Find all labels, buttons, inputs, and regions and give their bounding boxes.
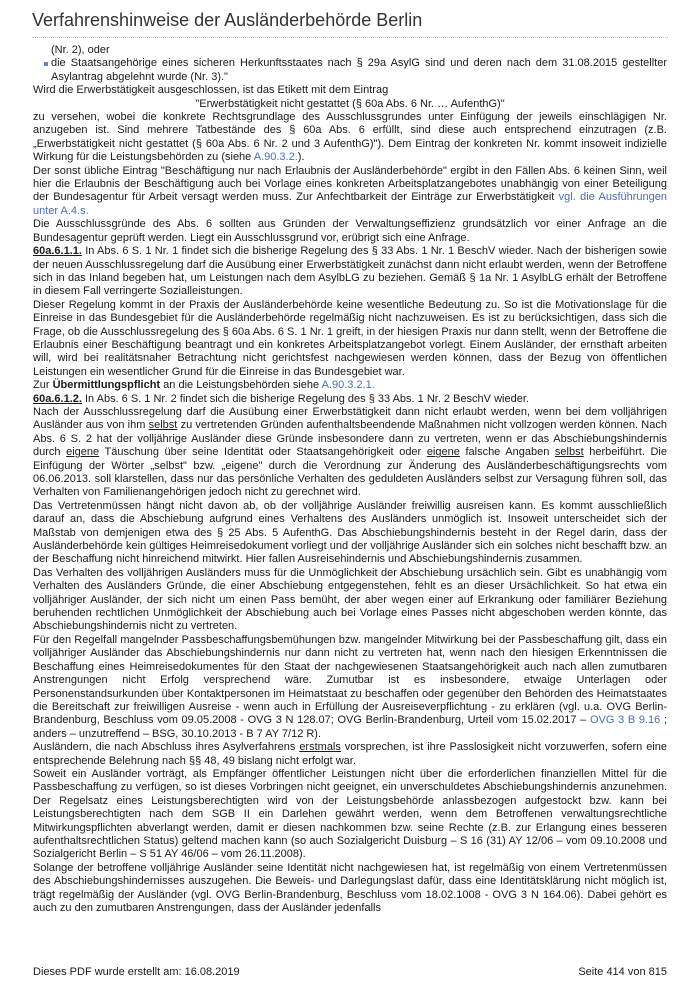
paragraph: [33, 393, 667, 406]
reference-link[interactable]: A.90.3.2.: [253, 151, 298, 164]
reference-link[interactable]: vgl. die Ausführungen unter A.4.s.: [33, 191, 667, 217]
paragraph: [33, 406, 667, 500]
paragraph-text: Ausländern, die nach Abschluss ihres Asylverfahrens: [33, 741, 300, 754]
paragraph-text: vorsprechen, ist ihre Passlosigkeit nicht vorzuwerfen, sofern eine entsprechende Belehrung nach §§ 48, 49 bislang nicht erfolgt war.: [33, 741, 667, 767]
paragraph: Soweit ein Ausländer vorträgt, als Empfänger öffentlicher Leistungen nicht über die erforderlichen finanziellen Mittel für die Passbeschaffung zu verfügen, so ist dieses Vorbringen nicht geeignet, ein unverschuldetes Abschiebungshindernis anzunehmen. Der Regelsatz eines Leistungsberechtigten wird von der Leistungsbehörde anlassbezogen aufgestockt bzw. kann bei Leistungsberechtigten nach dem SGB II ein Darlehen gewährt werden, wenn dem Betroffenen verwaltungsrechtliche Mitwirkungspflichten abverlangt werden, damit er diesen nachkommen bzw. seine Rechte (z.B. zur Erlangung eines besseren aufenthaltsrechtlichen Status) geltend machen kann (so auch Sozialgericht Duisburg – S 16 (31) AY 12/06 – vom 09.10.2008 und Sozialgericht Berlin – S 51 AY 46/06 – vom 26.11.2008).: [33, 767, 667, 861]
document-body: [33, 44, 667, 915]
paragraph-text: zu vertretenden Gründen aufenthaltsbeendende Maßnahmen nicht vollzogen werden können. Nach Abs. 6 S. 2 hat der volljährige Ausländer diese Gründe insbesondere dann zu vertreten, wenn er das Abschiebungshindernis durch: [33, 419, 667, 459]
paragraph: Solange der betroffene volljährige Ausländer seine Identität nicht nachgewiesen hat, ist regelmäßig von einem Vertretenmüssen des Abschiebungshindernisses auszugehen. Die Beweis- und Darlegungslast dafür, dass eine Identitätsklärung nicht möglich ist, trägt regelmäßig der Ausländer (vgl. OVG Berlin-Brandenburg, Beschluss vom 18.02.1008 - OVG 3 N 164.06). Dabei gehört es auch zu den zumutbaren Anstrengungen, dass der Ausländer jedenfalls: [33, 861, 667, 914]
paragraph: [33, 245, 667, 299]
paragraph-text: Der sonst übliche Eintrag "Beschäftigung nur nach Erlaubnis der Ausländerbehörde" ergibt in den Fällen Abs. 6 keinen Sinn, weil hier die Erlaubnis der Beschäftigung auch bei Vorlage eines konkreten Arbeitsplatzangebotes unabhängig von einer Beteiligung der Bundesagentur für Arbeit versagt werden muss. Zur Anfechtbarkeit der Einträge zur Erwerbstätigkeit: [33, 164, 667, 204]
paragraph-text: In Abs. 6 S. 1 Nr. 2 findet sich die bisherige Regelung des § 33 Abs. 1 Nr. 2 BeschV wieder.: [81, 392, 529, 405]
paragraph-text: zu versehen, wobei die konkrete Rechtsgrundlage des Ausschlussgrundes unter Einfügung der jeweils einschlägigen Nr. anzugeben ist. Sind mehrere Tatbestände des § 60a Abs. 6 erfüllt, sind diese auch entsprechend einzutragen (z.B. „Erwerbstätigkeit nicht gestattet (§ 60a Abs. 6 Nr. 2 und 3 AufenthG)"). Dem Eintrag der konkreten Nr. kommt insoweit indizielle Wirkung für die Leistungsbehörden zu (siehe: [33, 111, 667, 164]
page-number: Seite 414 von 815: [578, 966, 667, 978]
bold-term: Übermittlungspflicht: [52, 379, 161, 392]
paragraph: Wird die Erwerbstätigkeit ausgeschlossen, ist das Etikett mit dem Eintrag: [33, 84, 389, 97]
list-item: [33, 57, 667, 84]
paragraph-text: falsche Angaben: [459, 446, 555, 459]
page-header: [32, 10, 668, 38]
page-title: Verfahrenshinweise der Ausländerbehörde Berlin: [32, 10, 423, 30]
paragraph-text: ).: [297, 151, 305, 164]
paragraph-text: ; anders – unzutreffend – BSG, 30.10.2013 - B 7 AY 7/12 R).: [33, 714, 667, 740]
list-continuation: (Nr. 2), oder: [51, 44, 110, 56]
paragraph-text: an die Leistungsbehörden siehe: [160, 379, 322, 392]
paragraph: [33, 111, 667, 165]
paragraph-text: In Abs. 6 S. 1 Nr. 1 findet sich die bisherige Regelung des § 33 Abs. 1 Nr. 1 BeschV wieder. Nach der bisherigen sowie der neuen Ausschlussregelung darf die Ausübung einer Erwerbstätigkeit zunächst dann nicht erlaubt werden, wenn der Betroffene sich in das Inland begeben hat, um Leistungen nach dem AsylbLG zu beziehen. Gemäß § 1a Nr. 1 AsylbLG erhält der Betroffene in diesem Fall verringerte Sozialleistungen.: [33, 245, 667, 298]
reference-link[interactable]: OVG 3 B 9.16: [589, 714, 661, 727]
paragraph-text: herbeiführt. Die Einfügung der Wörter „selbst" bzw. „eigene" durch die Verordnung zur Änderung des Ausländerbeschäftigungsrechts vom 06.06.2013. soll klarstellen, dass nur das persönliche Verhalten des geduldeten Ausländers selbst zur Versagung führen soll, das Verhalten von Familienangehörigen jedoch nicht zu gerechnet wird.: [33, 446, 667, 499]
paragraph: [33, 165, 667, 219]
list-item-text: die Staatsangehörige eines sicheren Herkunftsstaates nach § 29a AsylG sind und deren nach dem 31.08.2015 gestellter Asylantrag abgelehnt wurde (Nr. 3).": [51, 57, 667, 83]
underlined-term: erstmals: [299, 741, 341, 754]
paragraph: Die Ausschlussgründe des Abs. 6 sollten aus Gründen der Verwaltungseffizienz grundsätzlich vor einer Anfrage an die Bundesagentur geprüft werden. Liegt ein Ausschlussgrund vor, erübrigt sich eine Anfrage.: [33, 218, 667, 244]
quoted-entry: "Erwerbstätigkeit nicht gestattet (§ 60a Abs. 6 Nr. … AufenthG)": [195, 97, 505, 110]
paragraph-text: Täuschung über seine Identität oder Staatsangehörigkeit oder: [99, 446, 427, 459]
created-date: Dieses PDF wurde erstellt am: 16.08.2019: [33, 966, 240, 978]
underlined-term: eigene: [426, 446, 460, 459]
underlined-term: eigene: [66, 446, 100, 459]
section-number: 60a.6.1.1.: [33, 245, 82, 258]
reference-link[interactable]: A.90.3.2.1.: [321, 379, 375, 392]
paragraph: [33, 741, 667, 768]
paragraph-text: Nach der Ausschlussregelung darf die Ausübung einer Erwerbstätigkeit dann nicht erlaubt werden, wenn bei dem volljährigen Ausländer aus von ihm: [33, 405, 667, 432]
paragraph: [33, 634, 667, 741]
paragraph: Dieser Regelung kommt in der Praxis der Ausländerbehörde keine wesentliche Bedeutung zu. So ist die Motivationslage für die Einreise in das Bundesgebiet für die Ausländerbehörde regelmäßig nicht nachzuweisen. Es ist zu berücksichtigen, dass sich die Frage, ob die Ausschlussregelung des § 60a Abs. 6 S. 1 Nr. 1 greift, in der hiesigen Praxis nur dann stellt, wenn der Betroffene die Erlaubnis einer Beschäftigung beantragt und ein konkretes Arbeitsplatzangebot vorlegt. Einem Ausländer, der ernsthaft arbeiten will, wird bei realitätsnaher Betrachtung nicht gerichtsfest nachgewiesen werden können, dass der Bezug von öffentlichen Leistungen ein wesentlicher Grund für die Einreise in das Bundesgebiet war.: [33, 298, 667, 378]
paragraph: Das Vertretenmüssen hängt nicht davon ab, ob der volljährige Ausländer freiwillig ausreisen kann. Es kommt ausschließlich darauf an, dass die Abschiebung aufgrund eines Verhaltens des Ausländers unmöglich ist. Insoweit unterscheidet sich der Maßstab von demjenigen etwa des § 25 Abs. 5 AufenthG. Das Abschiebungshindernis besteht in der Regel darin, dass der Ausländerbehörde kein gültiges Heimreisedokument vorliegt und der volljährige Ausländer sich ein solches nicht beschafft bzw. an der Beschaffung nicht hinreichend mitwirkt. Hier fallen Ausreisehindernis und Abschiebungshindernis zusammen.: [33, 499, 667, 566]
underlined-term: selbst: [554, 446, 584, 459]
paragraph-text: Zur: [33, 379, 53, 392]
bullet-icon: [44, 62, 48, 66]
section-number: 60a.6.1.2.: [33, 392, 82, 405]
page-footer: [33, 966, 667, 978]
paragraph: [33, 379, 667, 392]
paragraph: Das Verhalten des volljährigen Ausländers muss für die Unmöglichkeit der Abschiebung ursächlich sein. Gibt es unabhängig vom Verhalten des Ausländers Gründe, die einer Abschiebung entgegenstehen, fehlt es an dieser Ursächlichkeit. So hat etwa ein volljähriger Ausländer, der sich nicht um einen Pass bemüht, der aber wegen einer auf Erkrankung oder familiärer Beziehung beruhenden rechtlichen Unmöglichkeit der Abschiebung auch bei Vorlage eines Passes nicht abgeschoben werden könnte, das Abschiebungshindernis nicht zu vertreten.: [33, 566, 667, 633]
paragraph-text: Für den Regelfall mangelnder Passbeschaffungsbemühungen bzw. mangelnder Mitwirkung bei der Passbeschaffung gilt, dass ein volljähriger Ausländer das Abschiebungshindernis nur dann nicht zu vertreten hat, wenn nach den hiesigen Erkenntnissen die Beschaffung eines Heimreisedokumentes für den Staat der nachgewiesenen Staatsangehörigkeit auch nach allen zumutbaren Anstrengungen nicht Erfolg versprechend wäre. Zumutbar ist es insbesondere, etwaige Unterlagen oder Personenstandsurkunden über Kontaktpersonen im Heimatstaat zu beschaffen oder gegenüber den Behörden des Heimatstaates die Bereitschaft zur freiwilligen Ausreise - wenn auch in Erfüllung der Ausreiseverpflichtung - zu erklären (vgl. u.a. OVG Berlin-Brandenburg, Beschluss vom 09.05.2008 - OVG 3 N 128.07; OVG Berlin-Brandenburg, Urteil vom 15.02.2017 –: [33, 633, 667, 727]
underlined-term: selbst: [148, 419, 178, 432]
